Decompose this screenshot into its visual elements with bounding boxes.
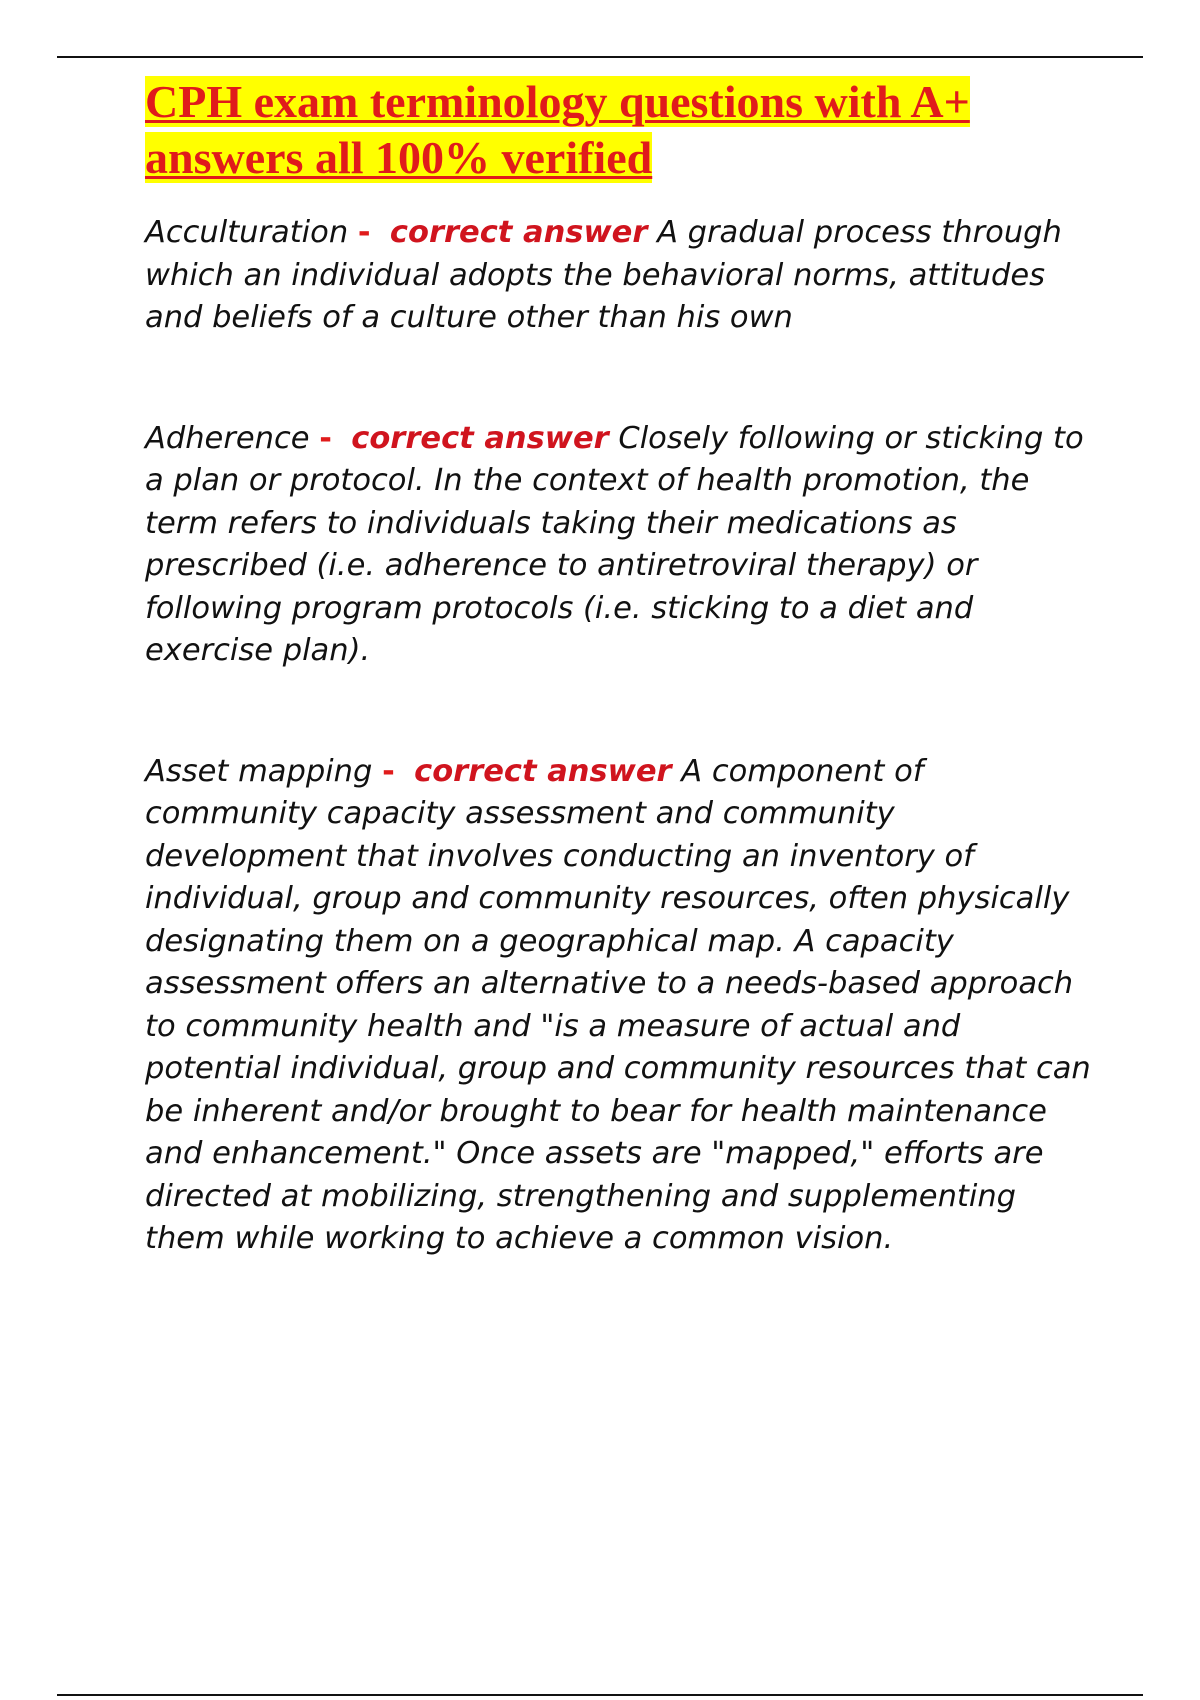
term-definition: Closely following or sticking to a plan or protocol. In the context of health promotion, the term refers to individuals taking their medications as prescribed (i.e. adherence to antiretroviral therapy) or following program protocols (i.e. sticking to a diet and exercise plan). (145, 420, 1084, 668)
term-separator: - (357, 215, 371, 250)
term-entry (145, 751, 1095, 1261)
answer-label: correct answer (351, 420, 609, 456)
term-definition: A gradual process through which an individual adopts the behavioral norms, attitudes and beliefs of a culture other than his own (145, 215, 1062, 335)
document-title (145, 74, 1095, 186)
bottom-rule (57, 1694, 1143, 1696)
top-rule (57, 56, 1143, 58)
answer-label: correct answer (389, 215, 648, 250)
document-title-text: CPH exam terminology questions with A+ answers all 100% verified (145, 76, 970, 183)
answer-label: correct answer (414, 753, 672, 789)
term-entry (145, 418, 1095, 673)
document-content (145, 74, 1095, 1261)
term-name: Asset mapping (145, 753, 373, 789)
term-separator: - (382, 753, 395, 789)
term-entry (145, 212, 1095, 340)
term-name: Adherence (145, 420, 310, 456)
term-name: Acculturation (145, 215, 349, 250)
term-separator: - (319, 420, 332, 456)
term-definition: A component of community capacity assessment and community development that involves conducting an inventory of individual, group and community resources, often physically designating them on a geographical map. A capacity assessment offers an alternative to a needs-based approach to community health and "is a measure of actual and potential individual, group and community resources that can be inherent and/or brought to bear for health maintenance and enhancement." Once assets are "mapped," efforts are directed at mobilizing, strengthening and supplementing them while working to achieve a common vision. (145, 753, 1091, 1256)
